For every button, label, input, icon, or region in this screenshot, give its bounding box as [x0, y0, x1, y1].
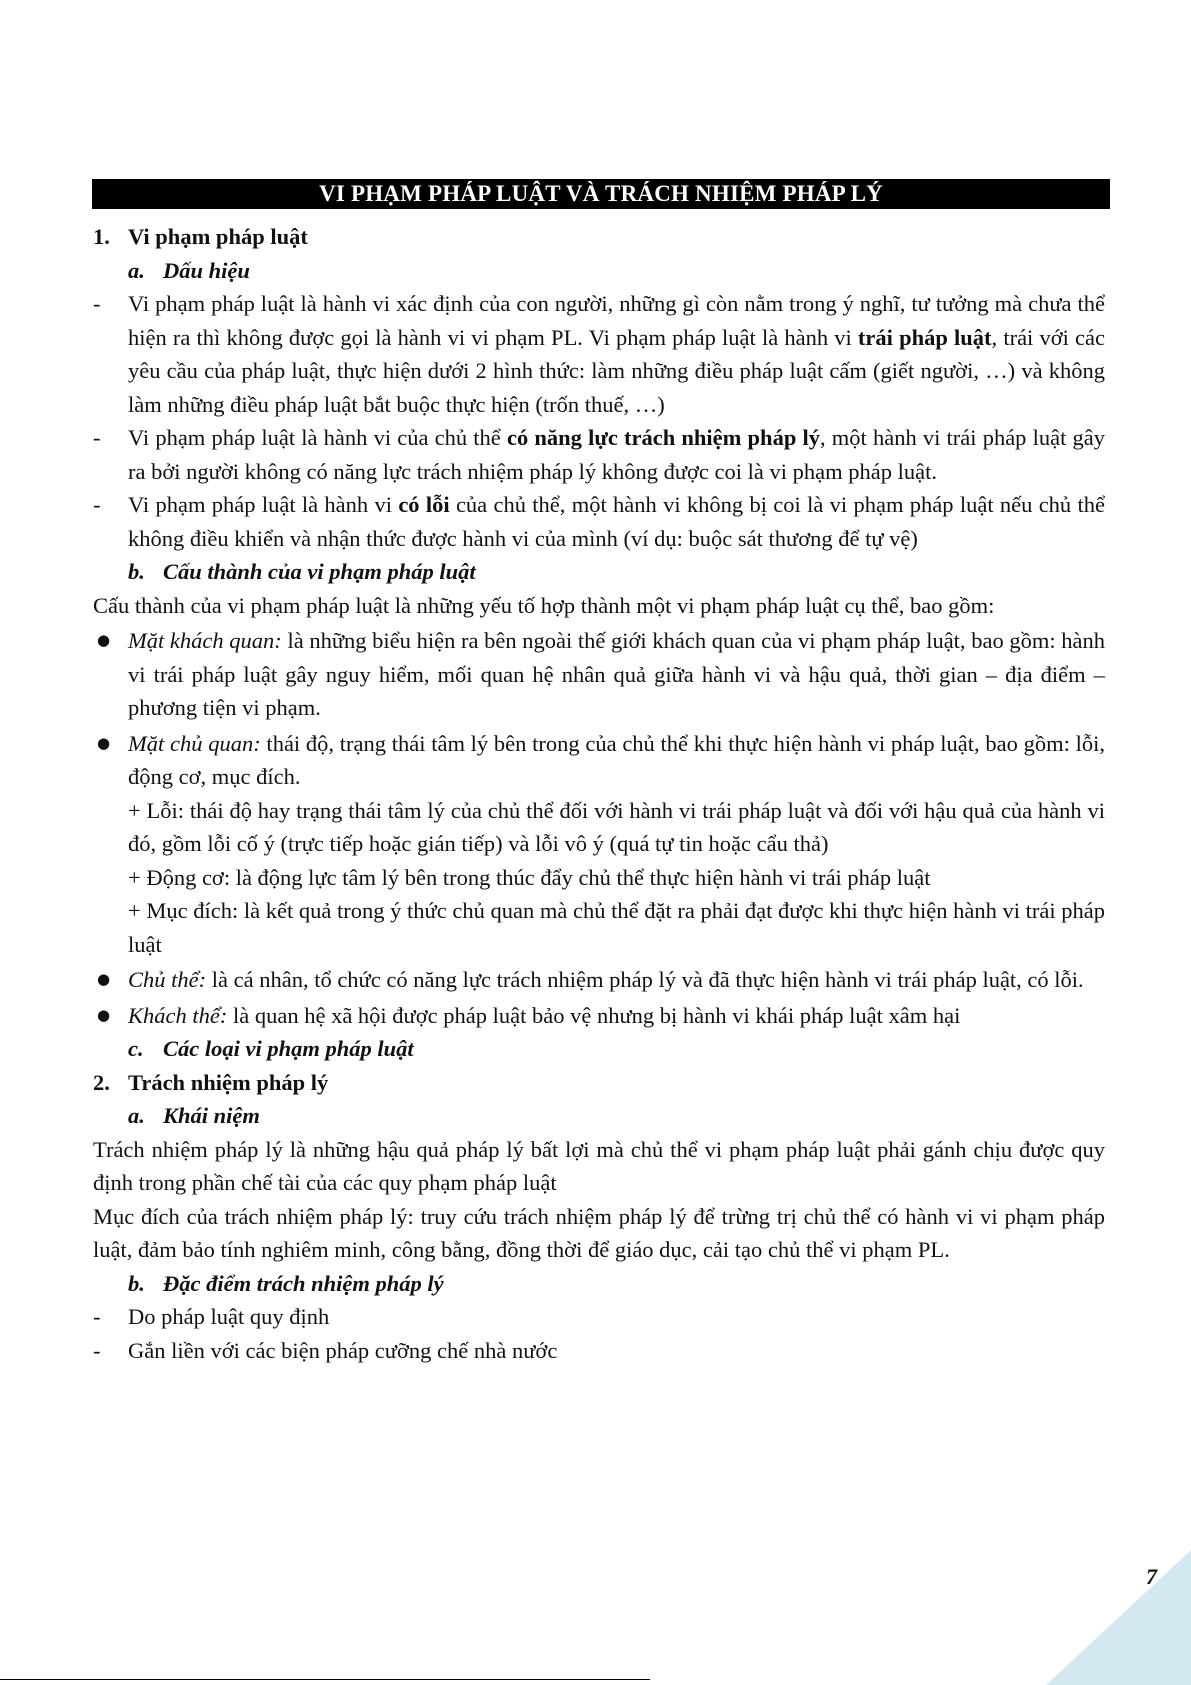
- bullet-item: ● Chủ thể: là cá nhân, tổ chức có năng lực trách nhiệm pháp lý và đã thực hiện hành vi trái pháp luật, có lỗi.: [93, 963, 1105, 997]
- list-item: - Vi phạm pháp luật là hành vi có lỗi của chủ thể, một hành vi không bị coi là vi phạm pháp luật nếu chủ thể không điều khiển và nhận thức được hành vi của mình (ví dụ: buộc sát thương để tự vệ): [93, 488, 1105, 555]
- bullet-item: ● Mặt khách quan: là những biểu hiện ra bên ngoài thế giới khách quan của vi phạm pháp luật, bao gồm: hành vi trái pháp luật gây nguy hiểm, mối quan hệ nhân quả giữa hành vi và hậu quả, thời gian – địa điểm – phương tiện vi phạm.: [93, 624, 1105, 725]
- section-1-heading: 1. Vi phạm pháp luật: [93, 220, 1105, 254]
- bullet-item: ● Mặt chủ quan: thái độ, trạng thái tâm lý bên trong của chủ thể khi thực hiện hành vi pháp luật, bao gồm: lỗi, động cơ, mục đích.: [93, 727, 1105, 794]
- list-item: - Gắn liền với các biện pháp cưỡng chế nhà nước: [93, 1334, 1105, 1368]
- sub-item: + Động cơ: là động lực tâm lý bên trong thúc đẩy chủ thể thực hiện hành vi trái pháp luật: [128, 864, 931, 890]
- paragraph: Trách nhiệm pháp lý là những hậu quả pháp lý bất lợi mà chủ thể vi phạm pháp luật phải gánh chịu được quy định trong phần chế tài của các quy phạm pháp luật: [93, 1136, 1105, 1195]
- document-body: [93, 220, 1105, 1367]
- paragraph: Cấu thành của vi phạm pháp luật là những yếu tố hợp thành một vi phạm pháp luật cụ thể, bao gồm:: [93, 592, 995, 618]
- sub-item: + Mục đích: là kết quả trong ý thức chủ quan mà chủ thể đặt ra phải đạt được khi thực hiện hành vi trái pháp luật: [128, 898, 1105, 957]
- sub-item: + Lỗi: thái độ hay trạng thái tâm lý của chủ thể đối với hành vi trái pháp luật và đối với hậu quả của hành vi đó, gồm lỗi cố ý (trực tiếp hoặc gián tiếp) và lỗi vô ý (quá tự tin hoặc cẩu thả): [128, 797, 1105, 856]
- subsection-1a-heading: a. Dấu hiệu: [128, 257, 250, 283]
- subsection-1b-heading: b. Cấu thành của vi phạm pháp luật: [128, 559, 476, 584]
- dash-marker: -: [93, 1337, 101, 1363]
- page-number: 7: [1146, 1564, 1157, 1589]
- dash-marker: -: [93, 1304, 101, 1329]
- footer-divider: [0, 1679, 650, 1680]
- subsection-2a-heading: a. Khái niệm: [128, 1103, 260, 1128]
- subsection-2b-heading: b. Đặc điểm trách nhiệm pháp lý: [128, 1270, 444, 1296]
- bullet-icon: ●: [97, 631, 111, 649]
- list-item: - Vi phạm pháp luật là hành vi xác định của con người, những gì còn nằm trong ý nghĩ, tư tưởng mà chưa thể hiện ra thì không được gọi là hành vi vi phạm PL. Vi phạm pháp luật là hành vi trái pháp luật, trái với các yêu cầu của pháp luật, thực hiện dưới 2 hình thức: làm những điều pháp luật cấm (giết người, …) và không làm những điều pháp luật bắt buộc thực hiện (trốn thuế, …): [93, 287, 1105, 421]
- list-item: - Do pháp luật quy định: [93, 1300, 1105, 1334]
- corner-decoration: [1046, 1550, 1191, 1685]
- section-number: 1.: [93, 224, 110, 249]
- bullet-icon: ●: [97, 733, 111, 752]
- dash-marker: -: [93, 492, 101, 517]
- bullet-icon: ●: [97, 970, 111, 988]
- list-item: - Vi phạm pháp luật là hành vi của chủ thể có năng lực trách nhiệm pháp lý, một hành vi trái pháp luật gây ra bởi người không có năng lực trách nhiệm pháp lý không được coi là vi phạm pháp luật.: [93, 421, 1105, 488]
- subsection-1c-heading: c. Các loại vi phạm pháp luật: [128, 1036, 414, 1061]
- dash-marker: -: [93, 425, 101, 450]
- paragraph: Mục đích của trách nhiệm pháp lý: truy cứu trách nhiệm pháp lý để trừng trị chủ thể có hành vi vi phạm pháp luật, đảm bảo tính nghiêm minh, công bằng, đồng thời để giáo dục, cải tạo chủ thể vi phạm PL.: [93, 1203, 1105, 1262]
- section-number: 2.: [93, 1069, 110, 1095]
- bullet-icon: ●: [97, 1005, 111, 1024]
- section-2-heading: 2. Trách nhiệm pháp lý: [93, 1066, 1105, 1100]
- bullet-item: ● Khách thể: là quan hệ xã hội được pháp luật bảo vệ nhưng bị hành vi khái pháp luật xâm hại: [93, 999, 1105, 1033]
- page-title: VI PHẠM PHÁP LUẬT VÀ TRÁCH NHIỆM PHÁP LÝ: [92, 179, 1110, 209]
- dash-marker: -: [93, 291, 101, 316]
